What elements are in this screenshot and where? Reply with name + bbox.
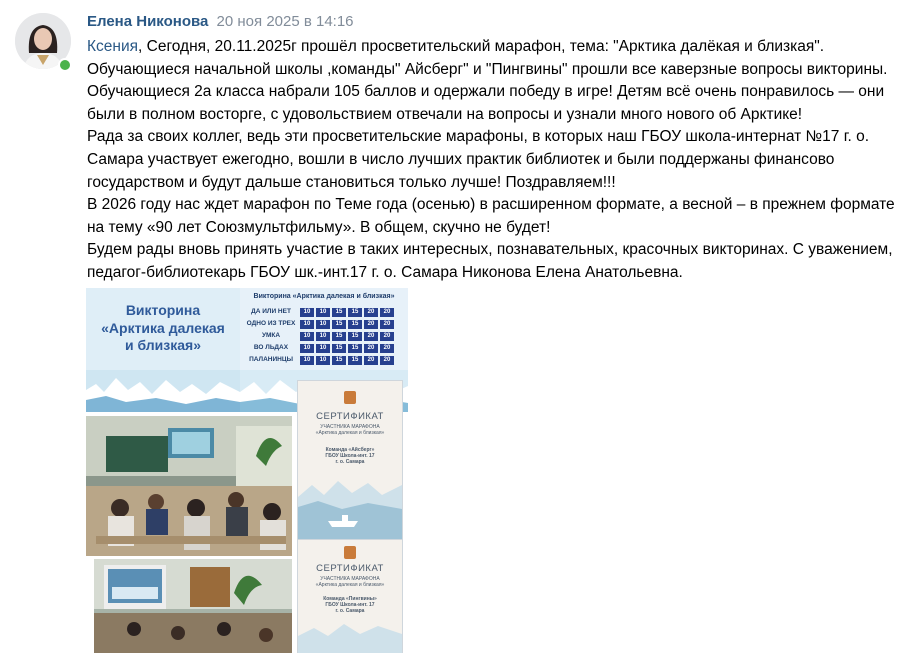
classroom-photo[interactable] — [86, 416, 292, 556]
score-cell: 15 — [348, 356, 362, 365]
score-cell: 15 — [332, 332, 346, 341]
certificate-ice-illustration — [298, 477, 402, 541]
score-cell: 20 — [364, 320, 378, 329]
score-cell: 20 — [364, 332, 378, 341]
certificate-team: Команда «Пингвины» — [323, 596, 377, 602]
score-cell: 10 — [300, 332, 314, 341]
score-cell: 10 — [316, 344, 330, 353]
score-cell: 10 — [300, 344, 314, 353]
quiz-slide-subtitle — [86, 320, 240, 354]
score-cell: 20 — [380, 320, 394, 329]
score-table-title: Викторина «Арктика далекая и близкая» — [253, 293, 395, 300]
emblem-icon — [344, 391, 356, 404]
post-line: В 2026 году нас ждет марафон по Теме года (осенью) в расширенном формате, а весной – в прежнем формате — [87, 196, 895, 214]
score-cell: 10 — [300, 356, 314, 365]
certificate-heading: СЕРТИФИКАТ — [316, 411, 384, 422]
certificate-ice-illustration — [298, 622, 402, 653]
quiz-slide-subtitle-line: и близкая» — [124, 337, 201, 353]
certificate-city: г. о. Самара — [335, 608, 365, 614]
score-cell: 15 — [332, 308, 346, 317]
score-cell: 15 — [348, 308, 362, 317]
emblem-icon — [344, 546, 356, 559]
score-cell: 15 — [348, 332, 362, 341]
score-cell: 20 — [380, 332, 394, 341]
certificate-school: ГБОУ Школа-инт. 17 — [325, 602, 375, 608]
score-cell: 10 — [316, 332, 330, 341]
score-cell: 10 — [300, 320, 314, 329]
classroom-presentation-image — [94, 559, 292, 653]
certificate-team: Команда «Айсберг» — [325, 447, 375, 453]
score-row-label: ПАЛАНИНЦЫ — [249, 356, 293, 363]
post-date[interactable]: 20 ноя 2025 в 14:16 — [216, 13, 354, 30]
post-line: Самара участвует ежегодно, вошли в число лучших практик библиотек и были поддержаны финансово — [87, 150, 835, 168]
post-line-text: , Сегодня, 20.11.2025г прошёл просветительский марафон, тема: "Арктика далёкая и близкая". — [138, 38, 825, 55]
photo-collage[interactable] — [86, 288, 408, 653]
post-line: Будем рады вновь принять участие в таких интересных, познавательных, красочных викторинах. С уважением, — [87, 241, 893, 259]
score-row-label: ВО ЛЬДАХ — [253, 344, 289, 351]
certificate-theme: «Арктика далекая и близкая» — [315, 582, 385, 588]
score-row-label: ДА ИЛИ НЕТ — [251, 308, 291, 315]
score-cell: 20 — [380, 344, 394, 353]
classroom-presentation-photo[interactable] — [94, 559, 292, 653]
score-cell: 20 — [364, 344, 378, 353]
certificate-subheading: УЧАСТНИКА МАРАФОНА — [320, 424, 380, 430]
score-cell: 15 — [348, 344, 362, 353]
post-header — [87, 13, 354, 30]
score-cell: 10 — [316, 320, 330, 329]
score-cell: 20 — [364, 356, 378, 365]
score-cell: 15 — [332, 344, 346, 353]
score-cell: 20 — [380, 356, 394, 365]
online-status-indicator — [58, 58, 72, 72]
score-cell: 15 — [332, 356, 346, 365]
post-line: на тему «90 лет Союзмультфильму». В общем, скучно не будет! — [87, 218, 551, 236]
score-cell: 20 — [364, 308, 378, 317]
post-line: были в полном восторге, с удовольствием отвечали на вопросы и узнали много нового об Арктике! — [87, 105, 803, 123]
score-cell: 10 — [316, 308, 330, 317]
post-line: Рада за своих коллег, ведь эти просветительские марафоны, в которых наш ГБОУ школа-интернат №17 г. о. — [87, 128, 870, 146]
certificate-school: ГБОУ Школа-инт. 17 — [325, 453, 375, 459]
score-cell: 15 — [348, 320, 362, 329]
iceberg-illustration — [86, 370, 240, 412]
quiz-slide-title: Викторина — [125, 302, 201, 318]
certificate-city: г. о. Самара — [335, 459, 365, 465]
certificate-aisberg-photo[interactable] — [297, 380, 403, 542]
certificate-subheading: УЧАСТНИКА МАРАФОНА — [320, 576, 380, 582]
score-cell: 10 — [300, 308, 314, 317]
score-row-label: УМКА — [261, 332, 281, 339]
post-line: педагог-библиотекарь ГБОУ шк.-инт.17 г. о. Самара Никонова Елена Анатольевна. — [87, 263, 683, 281]
certificate-theme: «Арктика далекая и близкая» — [315, 430, 385, 436]
classroom-photo-image — [86, 416, 292, 556]
post-text — [87, 36, 895, 285]
score-cell: 20 — [380, 308, 394, 317]
post-line: Обучающиеся 2а класса набрали 105 баллов и одержали победу в игре! Детям всё очень понравилось — они — [87, 83, 885, 101]
score-cell: 10 — [316, 356, 330, 365]
score-row-label: ОДНО ИЗ ТРЕХ — [246, 320, 296, 327]
author-name-link[interactable]: Елена Никонова — [87, 13, 209, 30]
post-line: Обучающиеся начальной школы ,команды" Айсберг" и "Пингвины" прошли все каверзные вопросы викторины. — [87, 60, 888, 78]
quiz-title-slide-photo[interactable] — [86, 288, 240, 412]
certificate-heading: СЕРТИФИКАТ — [316, 563, 384, 574]
score-cell: 15 — [332, 320, 346, 329]
post-line — [87, 36, 892, 59]
mention-link[interactable]: Ксения — [87, 38, 139, 55]
quiz-slide-subtitle-line: «Арктика далекая — [101, 320, 225, 336]
post-line: государством и будут дальше становиться только лучше! Поздравляем!!! — [87, 173, 616, 191]
certificate-pingviny-photo[interactable] — [297, 539, 403, 653]
